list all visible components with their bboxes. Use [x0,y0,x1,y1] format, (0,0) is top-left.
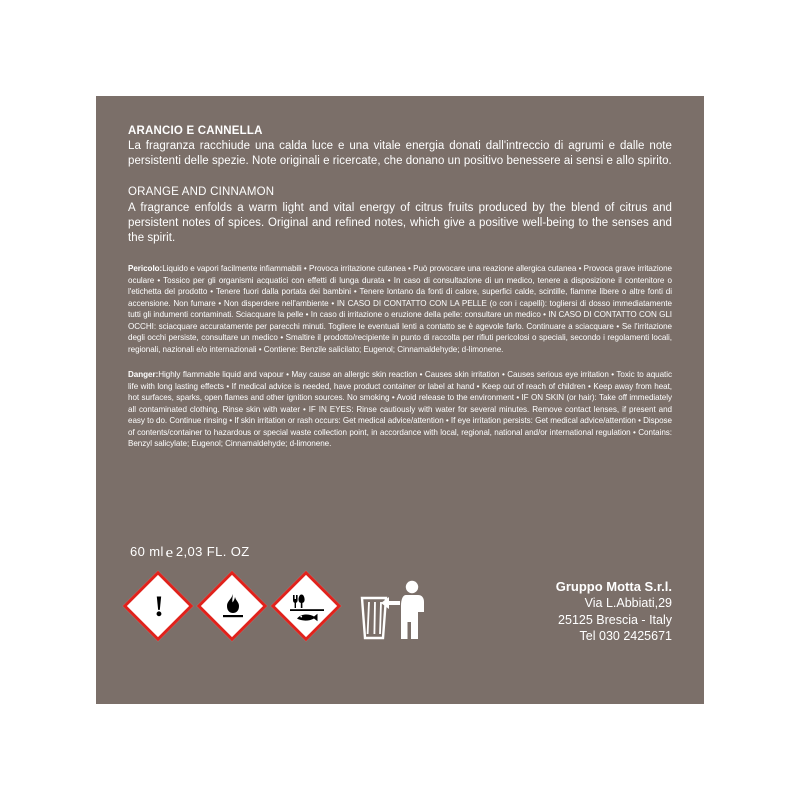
manufacturer-phone: Tel 030 2425671 [579,629,672,644]
manufacturer-address [556,576,672,645]
manufacturer-street: Via L.Abbiati,29 [584,596,672,611]
italian-signal-word: Pericolo: [128,264,163,274]
english-fragrance-title: ORANGE AND CINNAMON [128,186,275,199]
italian-fragrance-body: La fragranza racchiude una calda luce e una vitale energia donati dall'intreccio di agrumi e dalle note persistenti delle spezie. Note originali e ricercate, che donano un positivo benessere ai sensi e allo spirito. [128,140,672,168]
manufacturer-name: Gruppo Motta S.r.l. [555,579,672,594]
tidy-man-bin-icon [356,576,434,644]
estimated-sign-icon: e [165,545,174,561]
footer-row [128,576,672,645]
english-hazard-text: Highly flammable liquid and vapour • May cause an allergic skin reaction • Causes skin irritation • Causes serious eye irritation • Toxic to aquatic life with long lasting effects • If medical advice is needed, have product container or label at hand • Keep out of reach of children • Keep away from heat, hot surfaces, sparks, open flames and other ignition sources. No smoking • Avoid release to the environment • IF ON SKIN (or hair): Take off immediately all contaminated clothing. Rinse skin with water • IF IN EYES: Rinse cautiously with water for several minutes. Remove contact lenses, if present and easy to do. Continue rinsing • If skin irritation or rash occurs: Get medical advice/attention • If eye irritation persists: Get medical advice/attention • Dispose of contents/container to hazardous or special waste collection point, in accordance with local, regional, national and/or international regulation • Contains: Benzyl salicylate; Eugenol; Cinnamaldehyde; d-limonene. [128,370,672,449]
italian-description-block [128,124,672,169]
net-volume [130,544,672,562]
flame-icon [202,576,264,638]
environment-glyph [276,576,338,638]
volume-metric: 60 ml [130,544,164,559]
environment-icon [276,576,338,638]
english-signal-word: Danger: [128,370,159,380]
label-text-content [128,124,672,464]
italian-hazard-text: Liquido e vapori facilmente infiammabili • Provoca irritazione cutanea • Può provocare una reazione allergica cutanea • Provoca grave irritazione oculare • Tossico per gli organismi acquatici con effetti di lunga durata • In caso di consultazione di un medico, tenere a disposizione il contenitore o l'etichetta del prodotto • Tenere fuori dalla portata dei bambini • Tenere lontano da fonti di calore, superfici calde, scintille, fiamme libere o altre fonti di accensione. Non fumare • Non disperdere nell'ambiente • IN CASO DI CONTATTO CON LA PELLE (o con i capelli): togliersi di dosso immediatamente tutti gli indumenti contaminati. Sciacquare la pelle • In caso di irritazione o eruzione della pelle: consultare un medico • IN CASO DI CONTATTO CON GLI OCCHI: sciacquare accuratamente per parecchi minuti. Togliere le eventuali lenti a contatto se è agevole farlo. Continuare a sciacquare • Se l'irritazione degli occhi persiste, consultare un medico • Smaltire il prodotto/recipiente in punto di raccolta per rifiuti pericolosi o speciali, secondo i regolamenti locali, regionali, nazionali e/o internazionali • Contiene: Benzile salicilato; Eugenol; Cinnamaldehyde; d-limonene. [128,264,672,354]
label-footer [128,544,672,645]
flame-glyph [202,576,264,638]
exclamation-mark-icon [128,576,190,638]
volume-imperial: 2,03 FL. OZ [175,544,250,559]
english-fragrance-body: A fragrance enfolds a warm light and vital energy of citrus fruits produced by the blend of citrus and persistent notes of spices. Original and refined notes, which give a positive well-being to the senses and the spirit. [128,201,672,244]
hazard-pictograms [128,576,434,644]
product-label [96,96,704,704]
english-hazard-statement [128,369,672,449]
italian-hazard-statement [128,263,672,355]
exclamation-glyph: ! [154,589,164,623]
english-description-block [128,185,672,245]
manufacturer-city: 25125 Brescia - Italy [558,612,672,627]
italian-fragrance-title: ARANCIO E CANNELLA [128,125,263,137]
